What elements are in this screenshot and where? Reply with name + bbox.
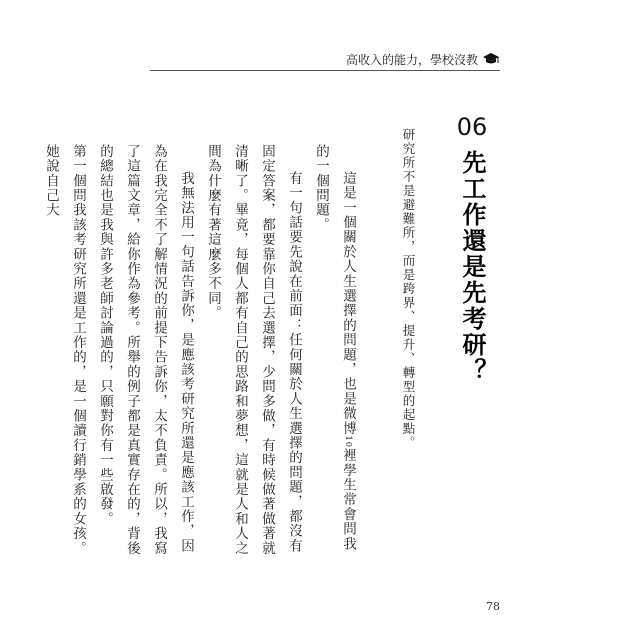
paragraph: 這是一個關於人生選擇的問題，也是微博10裡學生常會問我的一個問題。: [313, 144, 356, 552]
paragraph: 第一個問我該考研究所還是工作的，是一個讀行銷學系的女孩。她說自己大: [43, 144, 86, 556]
chapter-heading: [450, 112, 494, 412]
header-rule: [150, 70, 500, 71]
body-text: [43, 144, 362, 564]
paragraph: 我無法用一句話告訴你，是應該考研究所還是應該工作，因為在我完全不了解情況的前提下告訴你，太不負責。所以，我寫了這篇文章，給你作為參考。所舉的例子都是真實存在的，背後的總結也是我與許多老師討論過的，只願對你有一些啟發。: [97, 144, 194, 556]
page-number: 78: [486, 600, 500, 613]
running-header: [340, 50, 500, 68]
chapter-subtitle: 研究所不是避難所，而是跨界、提升、轉型的起點。: [401, 128, 416, 450]
book-title: 高收入的能力，學校沒教: [345, 52, 478, 67]
footnote-marker: 10: [344, 435, 353, 449]
chapter-number: 06: [456, 113, 488, 141]
graduation-cap-icon: [482, 52, 500, 66]
chapter-title: 先工作還是先考研？: [458, 150, 486, 384]
paragraph: 有一句話要先說在前面：任何關於人生選擇的問題，都沒有固定答案，都要靠你自己去選擇，少問多做，有時候做著做著就清晰了。畢竟，每個人都有自己的思路和夢想，這就是人和人之間為什麼有著這麼多不同。: [205, 144, 302, 556]
